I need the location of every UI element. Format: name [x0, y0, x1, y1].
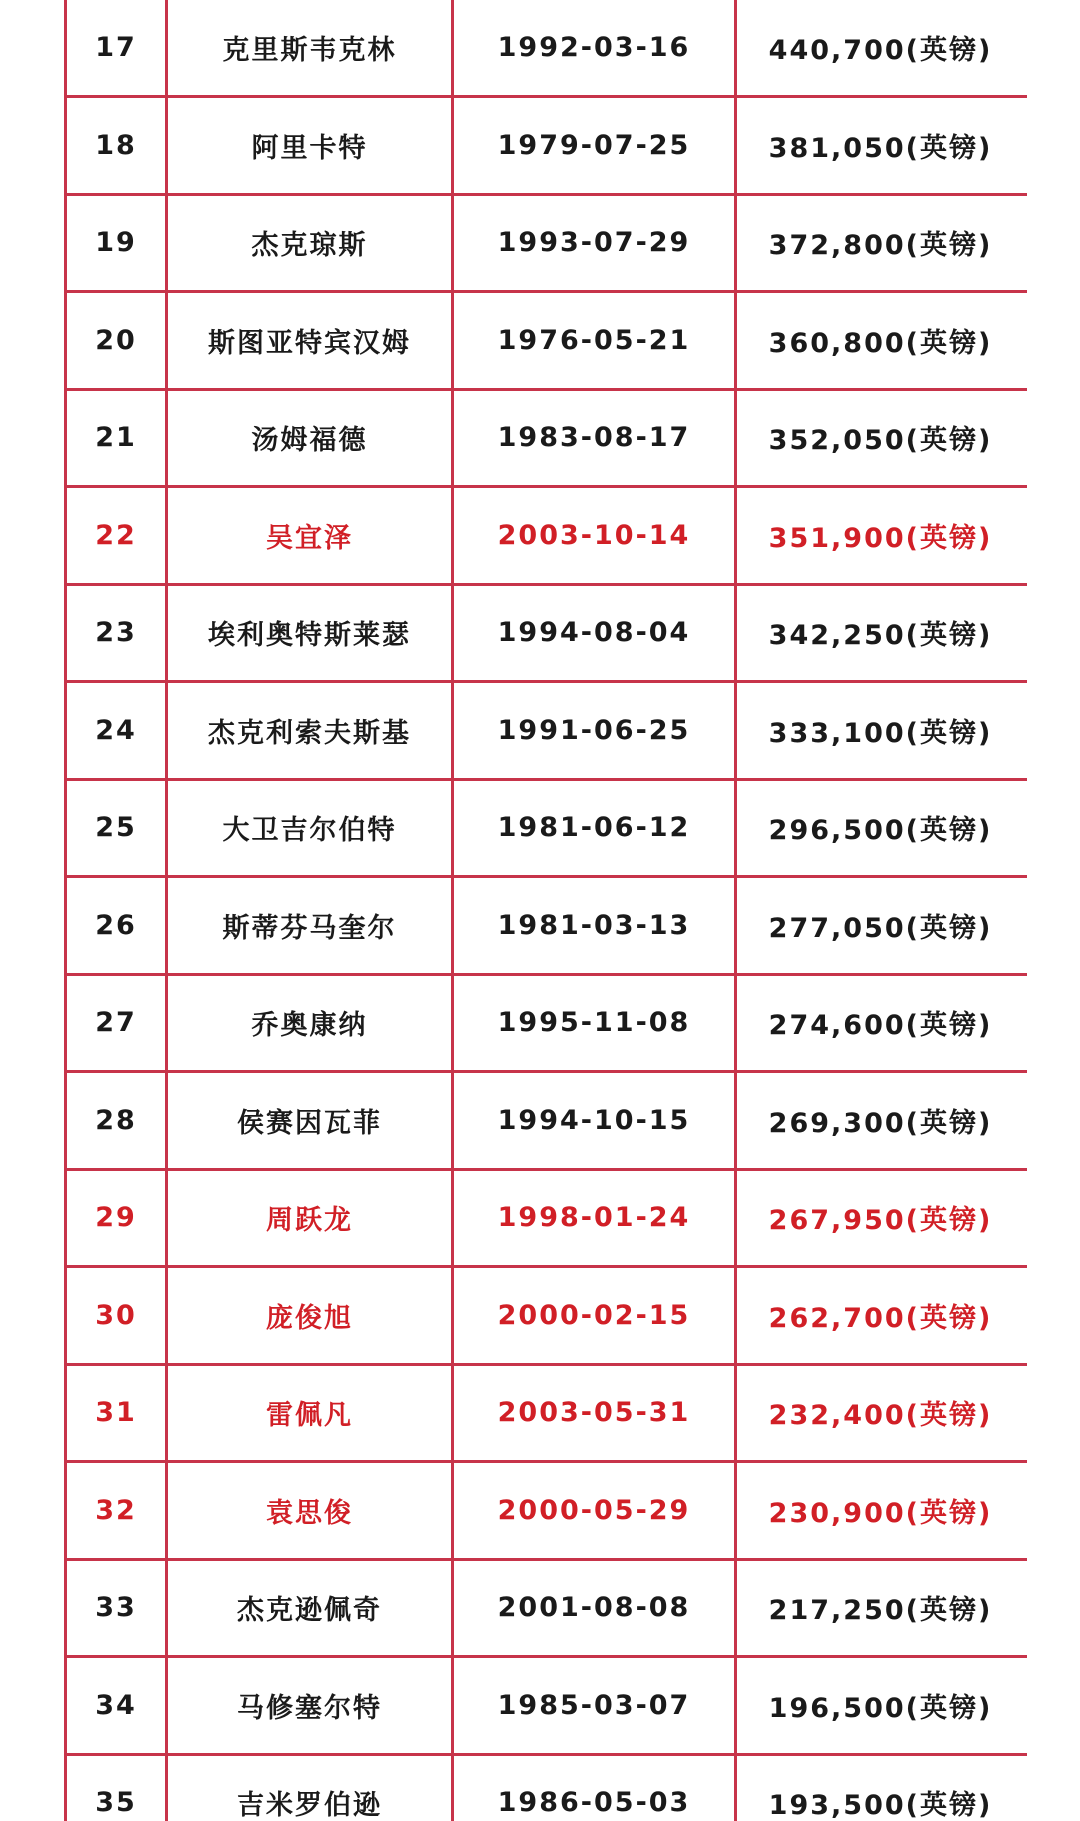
rank-cell: 26	[95, 910, 137, 941]
rank-cell: 31	[95, 1397, 137, 1428]
rank-cell: 21	[95, 422, 137, 453]
table-row	[64, 1755, 1027, 1821]
prize-money-cell: 196,500(英镑)	[768, 1693, 993, 1724]
birth-date-cell: 2000-05-29	[497, 1495, 691, 1526]
birth-date-cell: 1986-05-03	[497, 1787, 691, 1818]
player-name-cell: 周跃龙	[266, 1205, 353, 1236]
table-row	[64, 1658, 1027, 1756]
player-name-cell: 杰克利索夫斯基	[208, 718, 411, 749]
rank-cell: 28	[95, 1105, 137, 1136]
rank-cell: 24	[95, 715, 137, 746]
birth-date-cell: 2001-08-08	[497, 1592, 691, 1623]
table-row	[64, 488, 1027, 586]
birth-date-cell: 1981-03-13	[497, 910, 691, 941]
rank-cell: 30	[95, 1300, 137, 1331]
rank-cell: 17	[95, 32, 137, 63]
prize-money-cell: 274,600(英镑)	[768, 1010, 993, 1041]
rank-cell: 19	[95, 227, 137, 258]
prize-money-cell: 342,250(英镑)	[768, 620, 993, 651]
prize-money-cell: 296,500(英镑)	[768, 815, 993, 846]
birth-date-cell: 1995-11-08	[497, 1007, 691, 1038]
birth-date-cell: 2000-02-15	[497, 1300, 691, 1331]
player-name-cell: 袁思俊	[266, 1498, 353, 1529]
birth-date-cell: 1981-06-12	[497, 812, 691, 843]
player-name-cell: 马修塞尔特	[237, 1693, 382, 1724]
prize-money-cell: 193,500(英镑)	[768, 1790, 993, 1821]
prize-money-cell: 277,050(英镑)	[768, 913, 993, 944]
prize-money-cell: 372,800(英镑)	[768, 230, 993, 261]
table-row	[64, 195, 1027, 293]
birth-date-cell: 1983-08-17	[497, 422, 691, 453]
prize-money-cell: 360,800(英镑)	[768, 328, 993, 359]
prize-money-cell: 232,400(英镑)	[768, 1400, 993, 1431]
table-row	[64, 1560, 1027, 1658]
player-name-cell: 杰克琼斯	[251, 230, 368, 261]
player-name-cell: 雷佩凡	[266, 1400, 353, 1431]
table-row	[64, 1463, 1027, 1561]
player-name-cell: 乔奥康纳	[251, 1010, 368, 1041]
player-name-cell: 斯蒂芬马奎尔	[222, 913, 397, 944]
rank-cell: 33	[95, 1592, 137, 1623]
table-row	[64, 585, 1027, 683]
table-row	[64, 1170, 1027, 1268]
player-name-cell: 汤姆福德	[251, 425, 368, 456]
rank-cell: 25	[95, 812, 137, 843]
player-name-cell: 斯图亚特宾汉姆	[208, 328, 411, 359]
rank-cell: 22	[95, 520, 137, 551]
table-row	[64, 878, 1027, 976]
prize-money-cell: 269,300(英镑)	[768, 1108, 993, 1139]
birth-date-cell: 1976-05-21	[497, 325, 691, 356]
prize-money-cell: 381,050(英镑)	[768, 133, 993, 164]
prize-money-cell: 333,100(英镑)	[768, 718, 993, 749]
rank-cell: 29	[95, 1202, 137, 1233]
birth-date-cell: 1994-10-15	[497, 1105, 691, 1136]
rank-cell: 27	[95, 1007, 137, 1038]
prize-money-cell: 267,950(英镑)	[768, 1205, 993, 1236]
table-row	[64, 390, 1027, 488]
table-row	[64, 98, 1027, 196]
birth-date-cell: 1994-08-04	[497, 617, 691, 648]
table-row	[64, 0, 1027, 98]
player-name-cell: 吴宜泽	[266, 523, 353, 554]
player-name-cell: 大卫吉尔伯特	[222, 815, 397, 846]
prize-money-cell: 440,700(英镑)	[768, 35, 993, 66]
table-row	[64, 293, 1027, 391]
prize-money-cell: 351,900(英镑)	[768, 523, 993, 554]
table-row	[64, 1073, 1027, 1171]
rank-cell: 32	[95, 1495, 137, 1526]
table-row	[64, 780, 1027, 878]
player-name-cell: 吉米罗伯逊	[237, 1790, 382, 1821]
table-row	[64, 1268, 1027, 1366]
birth-date-cell: 2003-10-14	[497, 520, 691, 551]
table-row	[64, 683, 1027, 781]
birth-date-cell: 1993-07-29	[497, 227, 691, 258]
table-row	[64, 1365, 1027, 1463]
player-name-cell: 庞俊旭	[266, 1303, 353, 1334]
rank-cell: 23	[95, 617, 137, 648]
prize-money-cell: 217,250(英镑)	[768, 1595, 993, 1626]
prize-money-cell: 352,050(英镑)	[768, 425, 993, 456]
player-name-cell: 阿里卡特	[251, 133, 368, 164]
player-name-cell: 克里斯韦克林	[222, 35, 397, 66]
birth-date-cell: 1992-03-16	[497, 32, 691, 63]
birth-date-cell: 1979-07-25	[497, 130, 691, 161]
prize-money-cell: 262,700(英镑)	[768, 1303, 993, 1334]
rank-cell: 18	[95, 130, 137, 161]
birth-date-cell: 1985-03-07	[497, 1690, 691, 1721]
player-name-cell: 埃利奥特斯莱瑟	[208, 620, 411, 651]
prize-money-cell: 230,900(英镑)	[768, 1498, 993, 1529]
player-name-cell: 杰克逊佩奇	[237, 1595, 382, 1626]
rank-cell: 35	[95, 1787, 137, 1818]
rank-cell: 20	[95, 325, 137, 356]
birth-date-cell: 1991-06-25	[497, 715, 691, 746]
player-name-cell: 侯赛因瓦菲	[237, 1108, 382, 1139]
birth-date-cell: 2003-05-31	[497, 1397, 691, 1428]
table-row	[64, 975, 1027, 1073]
birth-date-cell: 1998-01-24	[497, 1202, 691, 1233]
rank-cell: 34	[95, 1690, 137, 1721]
